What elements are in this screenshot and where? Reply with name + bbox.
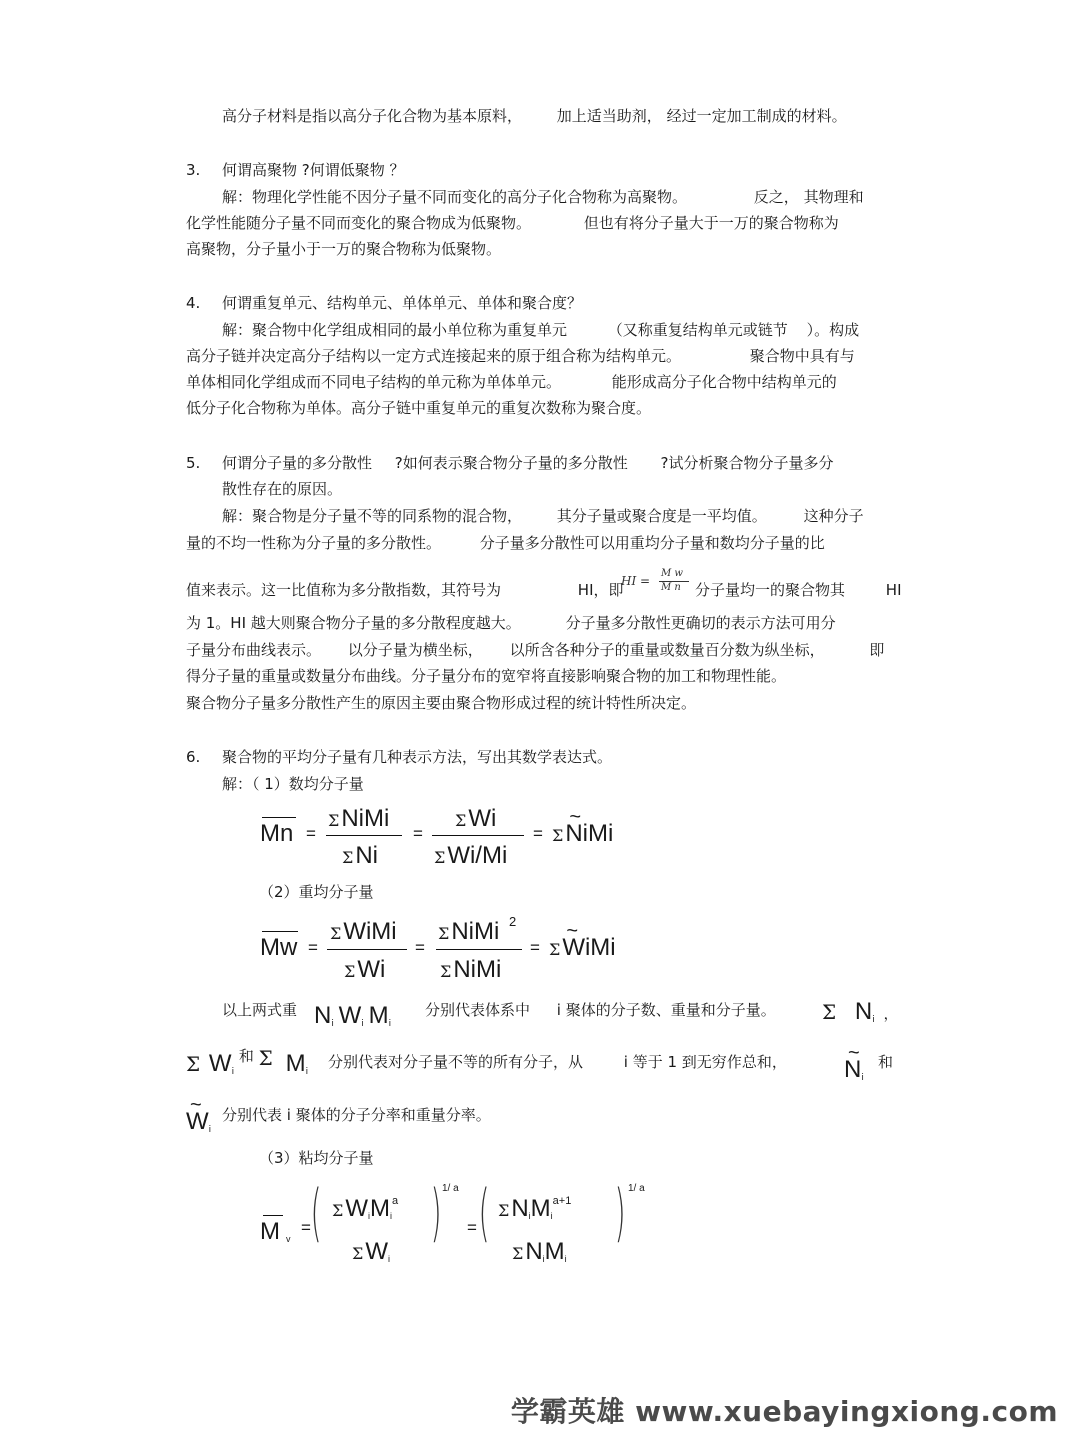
q5-question-line2: 散性存在的原因。 bbox=[222, 480, 343, 498]
symbol-N: N bbox=[525, 1238, 543, 1265]
sigma-symbol: Σ bbox=[512, 1244, 524, 1263]
q6-symbols-line2-text bbox=[328, 1052, 787, 1072]
q5-text: 即 bbox=[869, 641, 885, 659]
q3-question: 何谓高聚物 ?何谓低聚物 ？ bbox=[222, 161, 405, 179]
q6-symbols-line1-text bbox=[425, 1000, 776, 1020]
q6-text: i 等于 1 到无穷作总和， bbox=[623, 1053, 787, 1071]
mv-fraction2-numerator bbox=[498, 1195, 571, 1223]
left-paren: ( bbox=[478, 1176, 490, 1249]
q4-text: 高分子链并决定高分子结构以一定方式连接起来的原于组合称为结构单元。 bbox=[186, 347, 682, 365]
symbol-W-tilde bbox=[186, 1108, 211, 1136]
equals-sign: = bbox=[301, 1218, 311, 1237]
mn-lhs: Mn bbox=[260, 820, 294, 847]
mw-fraction1-denominator bbox=[344, 956, 385, 984]
q4-text: 解：聚合物中化学组成相同的最小单位称为重复单元 bbox=[222, 321, 568, 339]
q4-answer-line3 bbox=[186, 372, 837, 392]
fraction-bar bbox=[436, 949, 522, 950]
symbol-M: M bbox=[530, 1195, 551, 1222]
sigma-symbol: Σ bbox=[344, 962, 356, 981]
symbol-sum-W-and-M bbox=[186, 1046, 309, 1078]
symbol-W: W bbox=[338, 1002, 362, 1029]
fraction-bar bbox=[327, 949, 407, 950]
q5-question-line1 bbox=[222, 453, 834, 473]
sigma-symbol: Σ bbox=[332, 1201, 344, 1220]
symbol-N: N bbox=[511, 1195, 529, 1222]
q3-answer-line2 bbox=[186, 213, 839, 233]
q5-text: 以所含各种分子的重量或数量百分数为纵坐标， bbox=[509, 641, 825, 659]
q5-answer-line5 bbox=[186, 640, 884, 660]
mv-exponent-a1: a+1 bbox=[552, 1195, 572, 1207]
mn-n2: Wi bbox=[468, 805, 497, 832]
q5-text: 分子量多分散性更确切的表示方法可用分 bbox=[565, 614, 836, 632]
sigma-symbol: Σ bbox=[552, 826, 564, 845]
hi-formula-numerator: M w bbox=[661, 568, 683, 579]
q5-text: 其分子量或聚合度是一平均值。 bbox=[556, 507, 767, 525]
equals-sign: = bbox=[467, 1218, 477, 1237]
subscript-i: i bbox=[367, 1211, 370, 1221]
mw-exponent: 2 bbox=[509, 914, 517, 929]
left-paren: ( bbox=[310, 1176, 322, 1249]
subscript-i: i bbox=[564, 1254, 567, 1264]
subscript-i: i bbox=[528, 1211, 531, 1221]
q4-text: ）。构成 bbox=[806, 321, 860, 339]
sigma-symbol: Σ bbox=[258, 1046, 273, 1070]
mv-fraction2-denominator bbox=[512, 1238, 567, 1266]
q6-text: 和 bbox=[238, 1047, 254, 1065]
subscript-i: i bbox=[387, 1254, 390, 1264]
q3-text: 但也有将分子量大于一万的聚合物称为 bbox=[583, 214, 839, 232]
q5-text: 量的不均一性称为分子量的多分散性。 bbox=[186, 534, 442, 552]
q3-number: 3. bbox=[186, 161, 201, 179]
q5-text: 为 1。HI 越大则聚合物分子量的多分散程度越大。 bbox=[186, 614, 521, 632]
sigma-symbol: Σ bbox=[438, 924, 450, 943]
mn-fraction2-numerator bbox=[455, 805, 496, 833]
q5-question-text: ?如何表示聚合物分子量的多分散性 bbox=[394, 454, 628, 472]
symbol-W-tilde-text: ~ W bbox=[186, 1108, 209, 1136]
mv-lhs-subscript: v bbox=[286, 1234, 291, 1244]
q4-text: 能形成高分子化合物中结构单元的 bbox=[611, 373, 837, 391]
symbol-W: W bbox=[345, 1195, 368, 1222]
watermark: 学霸英雄 www.xuebayingxiong.com bbox=[510, 1395, 1058, 1428]
q5-question-text: 何谓分子量的多分散性 bbox=[222, 454, 373, 472]
subscript-i: i bbox=[542, 1254, 545, 1264]
q6-text: 分别代表对分子量不等的所有分子，从 bbox=[328, 1053, 584, 1071]
mn-d2: Wi/Mi bbox=[447, 842, 508, 869]
fraction-bar bbox=[326, 835, 402, 836]
subscript-i: i bbox=[388, 1019, 392, 1029]
q4-text: （又称重复结构单元或链节 bbox=[607, 321, 788, 339]
equals-sign: = bbox=[530, 938, 540, 957]
mw-d2: NiMi bbox=[453, 956, 502, 983]
mw-lhs: Mw bbox=[260, 934, 298, 961]
hi-formula-lhs: HI = bbox=[621, 574, 651, 588]
mw-overbar bbox=[262, 931, 298, 932]
q5-text: 子量分布曲线表示。 bbox=[186, 641, 322, 659]
mw-d1: Wi bbox=[357, 956, 386, 983]
right-paren: ) bbox=[614, 1176, 626, 1249]
mn-overbar bbox=[262, 817, 296, 818]
q4-answer-line4: 低分子化合物称为单体。高分子链中重复单元的重复次数称为聚合度。 bbox=[186, 399, 652, 417]
subscript-i: i bbox=[231, 1067, 235, 1077]
subscript-i: i bbox=[361, 1019, 364, 1029]
symbol-N: N bbox=[314, 1002, 332, 1029]
q3-text: 反之， 其物理和 bbox=[753, 188, 864, 206]
sigma-symbol: Σ bbox=[186, 1052, 201, 1076]
q5-answer-line3 bbox=[186, 580, 624, 600]
sigma-symbol: Σ bbox=[498, 1201, 510, 1220]
equals-sign: = bbox=[415, 938, 425, 957]
mv-overbar bbox=[263, 1215, 283, 1216]
q5-text: 分子量均一的聚合物其 bbox=[695, 581, 846, 599]
mn-n1: NiMi bbox=[341, 805, 390, 832]
mn-fraction1-denominator bbox=[342, 842, 378, 870]
right-paren: ) bbox=[430, 1176, 442, 1249]
symbol-group-NWM bbox=[314, 1002, 391, 1030]
q6-symbols-line3-text: 分别代表 i 聚体的分子分率和重量分率。 bbox=[222, 1106, 491, 1124]
mv-lhs bbox=[260, 1218, 291, 1246]
intro-text-a: 高分子材料是指以高分子化合物为基本原料， bbox=[222, 107, 523, 125]
q5-text: 以分子量为横坐标， bbox=[347, 641, 483, 659]
q3-text: 化学性能随分子量不同而变化的聚合物成为低聚物。 bbox=[186, 214, 532, 232]
q5-answer-line3-tail bbox=[695, 580, 902, 600]
sigma-symbol: Σ bbox=[328, 811, 340, 830]
intro-text-b: 加上适当助剂， 经过一定加工制成的材料。 bbox=[556, 107, 847, 125]
subscript-i: i bbox=[331, 1019, 334, 1029]
mv-fraction1-denominator bbox=[352, 1238, 390, 1266]
mv-lhs-M: M bbox=[260, 1218, 280, 1245]
q4-answer-line2 bbox=[186, 346, 855, 366]
mw-fraction2-denominator bbox=[440, 956, 501, 984]
q5-text: HI bbox=[885, 581, 902, 599]
fraction-bar bbox=[432, 835, 524, 836]
q3-answer-line1 bbox=[222, 187, 864, 207]
equals-sign: = bbox=[533, 824, 543, 843]
q6-text: i 聚体的分子数、重量和分子量。 bbox=[556, 1001, 776, 1019]
subscript-i: i bbox=[550, 1211, 553, 1221]
mv-fraction1-numerator bbox=[332, 1195, 398, 1223]
mn-rhs-text: ~ NiMi bbox=[565, 820, 613, 848]
q6-answer-number-avg: 解：（ 1）数均分子量 bbox=[222, 775, 364, 793]
sigma-symbol: Σ bbox=[434, 848, 446, 867]
q6-text: 分别代表体系中 bbox=[425, 1001, 531, 1019]
mw-rhs bbox=[549, 934, 616, 962]
sigma-symbol: Σ bbox=[455, 811, 467, 830]
subscript-i: i bbox=[305, 1067, 309, 1077]
q3-text: 解：物理化学性能不因分子量不同而变化的高分子化合物称为高聚物。 bbox=[222, 188, 688, 206]
symbol-M: M bbox=[369, 1195, 390, 1222]
sigma-symbol: Σ bbox=[822, 1000, 837, 1024]
comma: ， bbox=[883, 1007, 898, 1023]
sigma-symbol: Σ bbox=[342, 848, 354, 867]
q5-question-text: ?试分析聚合物分子量多分 bbox=[660, 454, 834, 472]
equals-sign: = bbox=[308, 938, 318, 957]
q5-answer-line2 bbox=[186, 533, 825, 553]
mw-fraction1-numerator bbox=[330, 918, 397, 946]
q3-answer-line3: 高聚物，分子量小于一万的聚合物称为低聚物。 bbox=[186, 240, 502, 258]
q5-answer-line6: 得分子量的重量或数量分布曲线。分子量分布的宽窄将直接影响聚合物的加工和物理性能。 bbox=[186, 667, 787, 685]
symbol-W: W bbox=[365, 1238, 388, 1265]
q5-text: 解：聚合物是分子量不等的同系物的混合物， bbox=[222, 507, 523, 525]
q5-answer-line1 bbox=[222, 506, 864, 526]
intro-line bbox=[222, 106, 847, 126]
subscript-i: i bbox=[861, 1073, 864, 1083]
q6-number: 6. bbox=[186, 748, 201, 766]
q4-text: 聚合物中具有与 bbox=[749, 347, 855, 365]
q5-text: 分子量多分散性可以用重均分子量和数均分子量的比 bbox=[479, 534, 825, 552]
mn-fraction2-denominator bbox=[434, 842, 507, 870]
q4-number: 4. bbox=[186, 294, 201, 312]
q6-question: 聚合物的平均分子量有几种表示方法，写出其数学表达式。 bbox=[222, 748, 613, 766]
mv-outer-exponent: 1/ a bbox=[628, 1183, 645, 1194]
q6-answer-weight-avg: （2）重均分子量 bbox=[259, 883, 374, 901]
equals-sign: = bbox=[413, 824, 423, 843]
mw-n1: WiMi bbox=[343, 918, 397, 945]
q4-answer-line1 bbox=[222, 320, 859, 340]
symbol-N-tilde-text: ~ N bbox=[844, 1056, 861, 1084]
q4-text: 单体相同化学组成而不同电子结构的单元称为单体单元。 bbox=[186, 373, 562, 391]
q4-question: 何谓重复单元、结构单元、单体单元、单体和聚合度？ bbox=[222, 294, 583, 312]
symbol-M: M bbox=[285, 1050, 306, 1077]
mv-outer-exponent: 1/ a bbox=[442, 1183, 459, 1194]
symbol-M: M bbox=[368, 1002, 389, 1029]
sigma-symbol: Σ bbox=[549, 940, 561, 959]
symbol-M: M bbox=[544, 1238, 565, 1265]
q5-answer-line4 bbox=[186, 613, 836, 633]
q6-answer-viscosity-avg: （3）粘均分子量 bbox=[259, 1149, 374, 1167]
mw-n2: NiMi bbox=[451, 918, 500, 945]
sigma-symbol: Σ bbox=[440, 962, 452, 981]
q6-symbols-line2-and: 和 bbox=[878, 1053, 894, 1071]
symbol-N: N bbox=[854, 998, 873, 1025]
symbol-N-tilde bbox=[844, 1056, 864, 1084]
q5-text: HI，即 bbox=[577, 581, 624, 599]
mn-rhs bbox=[552, 820, 613, 848]
mn-d1: Ni bbox=[355, 842, 378, 869]
subscript-i: i bbox=[208, 1125, 212, 1135]
sigma-symbol: Σ bbox=[352, 1244, 364, 1263]
sigma-symbol: Σ bbox=[330, 924, 342, 943]
symbol-W: W bbox=[208, 1050, 232, 1077]
q5-text: 值来表示。这一比值称为多分散指数，其符号为 bbox=[186, 581, 502, 599]
mv-exponent-a: a bbox=[391, 1195, 399, 1207]
q5-number: 5. bbox=[186, 454, 201, 472]
symbol-sum-N bbox=[822, 998, 898, 1026]
q6-symbols-line1-lead: 以上两式重 bbox=[222, 1001, 298, 1019]
equals-sign: = bbox=[306, 824, 316, 843]
q5-text: 这种分子 bbox=[803, 507, 864, 525]
subscript-i: i bbox=[389, 1211, 392, 1221]
mw-rhs-text: ~ WiMi bbox=[562, 934, 615, 962]
mw-fraction2-numerator bbox=[438, 918, 499, 946]
subscript-i: i bbox=[872, 1015, 875, 1025]
q5-answer-line7: 聚合物分子量多分散性产生的原因主要由聚合物形成过程的统计特性所决定。 bbox=[186, 694, 697, 712]
mn-fraction1-numerator bbox=[328, 805, 389, 833]
hi-formula-denominator: M n bbox=[661, 582, 681, 593]
